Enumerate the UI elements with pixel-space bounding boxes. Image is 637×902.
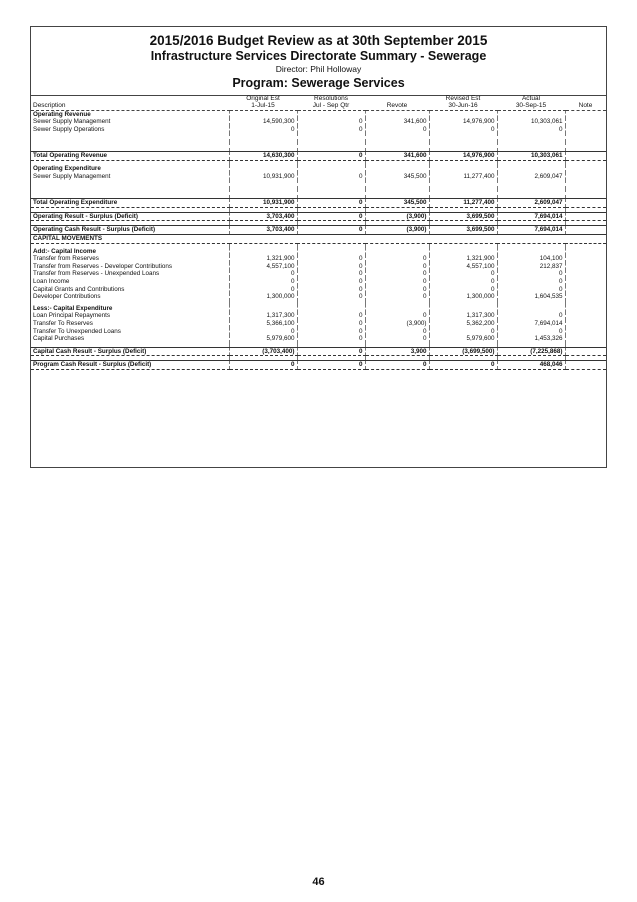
- total-row: Operating Result - Surplus (Deficit) 3,703,400 0 (3,900) 3,699,500 7,694,014: [31, 212, 606, 221]
- table-row: Developer Contributions 1,300,000 0 0 1,300,000 1,604,535: [31, 293, 606, 301]
- table-row: Capital Purchases 5,979,600 0 0 5,979,600 1,453,326: [31, 335, 606, 343]
- budget-table: [31, 95, 606, 370]
- report-header: [31, 33, 606, 90]
- total-row: Operating Cash Result - Surplus (Deficit) 3,703,400 0 (3,900) 3,699,500 7,694,014: [31, 226, 606, 235]
- total-row: Total Operating Expenditure 10,931,900 0 345,500 11,277,400 2,609,047: [31, 199, 606, 208]
- col-actual: Actual 30-Sep-15: [497, 96, 565, 111]
- table-row: Sewer Supply Management 14,590,300 0 341,600 14,976,900 10,303,061: [31, 118, 606, 126]
- col-original: Original Est 1-Jul-15: [229, 96, 297, 111]
- capital-movements-heading: CAPITAL MOVEMENTS: [31, 234, 606, 243]
- table-header-row: [31, 96, 606, 111]
- table-row: Capital Grants and Contributions 0 0 0 0 0: [31, 286, 606, 294]
- col-note: Note: [565, 96, 606, 111]
- section-heading: Operating Revenue: [31, 110, 606, 118]
- page-number: 46: [312, 876, 325, 888]
- budget-sheet: [30, 26, 607, 468]
- total-row: Program Cash Result - Surplus (Deficit) 0 0 0 0 468,046: [31, 361, 606, 370]
- total-row: Capital Cash Result - Surplus (Deficit) (3,703,400) 0 3,900 (3,699,500) (7,225,868): [31, 347, 606, 356]
- section-heading: Less:- Capital Expenditure: [31, 305, 606, 313]
- table-row: Transfer To Unexpended Loans 0 0 0 0 0: [31, 328, 606, 336]
- col-revote: Revote: [365, 96, 429, 111]
- table-row: Transfer To Reserves 5,366,100 0 (3,900) 5,362,200 7,694,014: [31, 320, 606, 328]
- col-resolutions: Resolutions Jul - Sep Qtr: [297, 96, 365, 111]
- table-row: Loan Income 0 0 0 0 0: [31, 278, 606, 286]
- table-row: Transfer from Reserves - Developer Contributions 4,557,100 0 0 4,557,100 212,837: [31, 263, 606, 271]
- table-row: Transfer from Reserves 1,321,900 0 0 1,321,900 104,100: [31, 255, 606, 263]
- total-row: Total Operating Revenue 14,630,300 0 341,600 14,976,900 10,303,061: [31, 152, 606, 161]
- table-row: Loan Principal Repayments 1,317,300 0 0 1,317,300 0: [31, 312, 606, 320]
- table-row: Sewer Supply Operations 0 0 0 0 0: [31, 126, 606, 134]
- report-subtitle: Infrastructure Services Directorate Summary - Sewerage: [150, 48, 487, 63]
- col-revised: Revised Est 30-Jun-16: [429, 96, 497, 111]
- director-line: Director: Phil Holloway: [275, 63, 362, 74]
- section-heading: Add:- Capital Income: [31, 248, 606, 256]
- table-row: Transfer from Reserves - Unexpended Loans 0 0 0 0 0: [31, 270, 606, 278]
- section-heading: Operating Expenditure: [31, 165, 606, 173]
- col-description: Description: [31, 96, 229, 111]
- report-title: 2015/2016 Budget Review as at 30th September 2015: [149, 33, 488, 48]
- table-row: Sewer Supply Management 10,931,900 0 345,500 11,277,400 2,609,047: [31, 173, 606, 181]
- program-title: Program: Sewerage Services: [232, 75, 405, 90]
